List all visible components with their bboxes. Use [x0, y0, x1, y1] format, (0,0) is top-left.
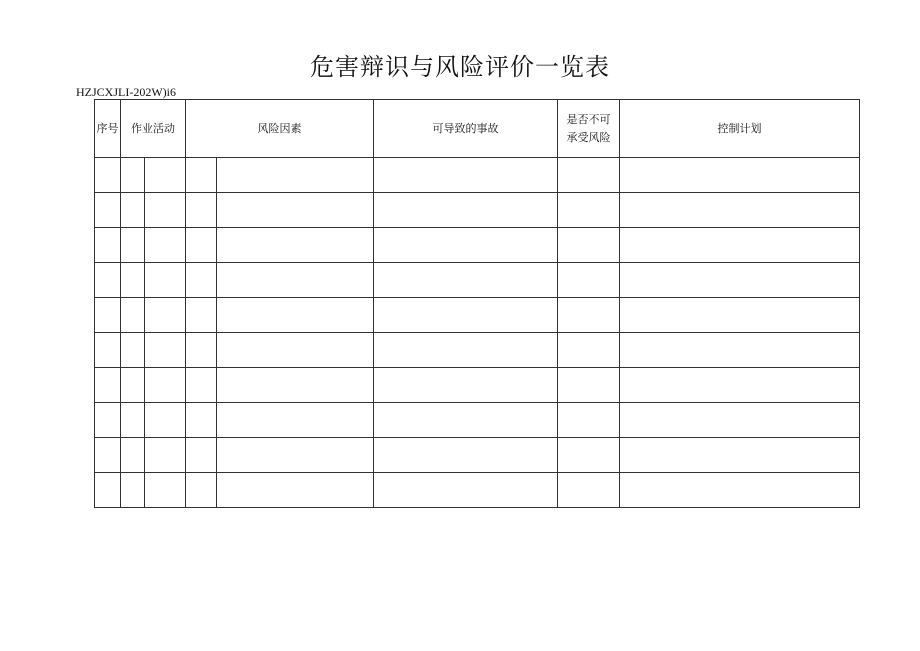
table-cell — [374, 368, 558, 403]
table-cell — [186, 228, 217, 263]
table-cell — [620, 298, 860, 333]
header-unacceptable-risk — [558, 100, 620, 158]
header-control-plan: 控制计划 — [620, 100, 860, 158]
table-row — [95, 333, 860, 368]
table-cell — [95, 193, 121, 228]
table-cell — [121, 438, 145, 473]
table-cell — [186, 438, 217, 473]
table-cell — [121, 473, 145, 508]
table-cell — [374, 438, 558, 473]
table-cell — [217, 403, 374, 438]
table-cell — [95, 333, 121, 368]
header-possible-accidents: 可导致的事故 — [374, 100, 558, 158]
table-cell — [620, 473, 860, 508]
table-cell — [121, 263, 145, 298]
table-cell — [145, 263, 186, 298]
table-cell — [186, 368, 217, 403]
table-row — [95, 158, 860, 193]
table-cell — [121, 298, 145, 333]
table-row — [95, 368, 860, 403]
table-cell — [217, 298, 374, 333]
table-cell — [145, 158, 186, 193]
table-row — [95, 473, 860, 508]
table-cell — [374, 263, 558, 298]
table-cell — [186, 193, 217, 228]
table-cell — [95, 403, 121, 438]
table-cell — [558, 438, 620, 473]
table-cell — [121, 403, 145, 438]
table-cell — [374, 193, 558, 228]
table-cell — [558, 193, 620, 228]
table-cell — [95, 298, 121, 333]
table-cell — [620, 193, 860, 228]
table-cell — [121, 368, 145, 403]
table-cell — [217, 473, 374, 508]
table-cell — [95, 158, 121, 193]
table-header-row — [95, 100, 860, 158]
table-cell — [217, 228, 374, 263]
table-cell — [374, 228, 558, 263]
table-cell — [558, 298, 620, 333]
document-title: 危害辩识与风险评价一览表 — [310, 53, 610, 81]
table-cell — [374, 403, 558, 438]
table-cell — [145, 473, 186, 508]
table-cell — [217, 263, 374, 298]
table-cell — [95, 263, 121, 298]
table-cell — [145, 228, 186, 263]
table-cell — [620, 403, 860, 438]
table-cell — [95, 438, 121, 473]
table-cell — [145, 438, 186, 473]
table-cell — [558, 158, 620, 193]
table-cell — [620, 438, 860, 473]
table-cell — [217, 158, 374, 193]
table-cell — [186, 403, 217, 438]
header-unacceptable-risk-line1: 是否不可 — [566, 112, 611, 126]
table-cell — [620, 158, 860, 193]
document-code: HZJCXJLI-202W)i6 — [76, 85, 176, 99]
header-unacceptable-risk-line2: 承受风险 — [566, 130, 611, 144]
table-cell — [558, 228, 620, 263]
table-cell — [145, 298, 186, 333]
table-cell — [95, 368, 121, 403]
table-cell — [374, 298, 558, 333]
table-cell — [558, 263, 620, 298]
header-activity: 作业活动 — [121, 100, 186, 158]
table-cell — [145, 193, 186, 228]
table-cell — [186, 158, 217, 193]
table-cell — [217, 368, 374, 403]
table-cell — [145, 333, 186, 368]
table-cell — [186, 298, 217, 333]
table-cell — [121, 228, 145, 263]
table-cell — [374, 158, 558, 193]
table-row — [95, 438, 860, 473]
table-cell — [558, 403, 620, 438]
table-row — [95, 403, 860, 438]
risk-assessment-table — [94, 99, 860, 508]
table-row — [95, 228, 860, 263]
table-cell — [95, 473, 121, 508]
header-seq: 序号 — [95, 100, 121, 158]
table-cell — [186, 263, 217, 298]
table-cell — [558, 368, 620, 403]
table-cell — [121, 158, 145, 193]
table-cell — [374, 473, 558, 508]
table-row — [95, 298, 860, 333]
table-cell — [217, 438, 374, 473]
table-cell — [620, 333, 860, 368]
table-cell — [121, 193, 145, 228]
table-cell — [620, 228, 860, 263]
table-cell — [374, 333, 558, 368]
table-cell — [558, 333, 620, 368]
table-cell — [217, 193, 374, 228]
table-cell — [620, 263, 860, 298]
table-cell — [145, 403, 186, 438]
table-row — [95, 193, 860, 228]
table-cell — [95, 228, 121, 263]
table-cell — [558, 473, 620, 508]
table-body — [95, 158, 860, 508]
header-risk-factors: 风险因素 — [186, 100, 374, 158]
table-cell — [145, 368, 186, 403]
table-cell — [620, 368, 860, 403]
table-cell — [121, 333, 145, 368]
table-row — [95, 263, 860, 298]
table-cell — [186, 473, 217, 508]
table-cell — [217, 333, 374, 368]
table-cell — [186, 333, 217, 368]
